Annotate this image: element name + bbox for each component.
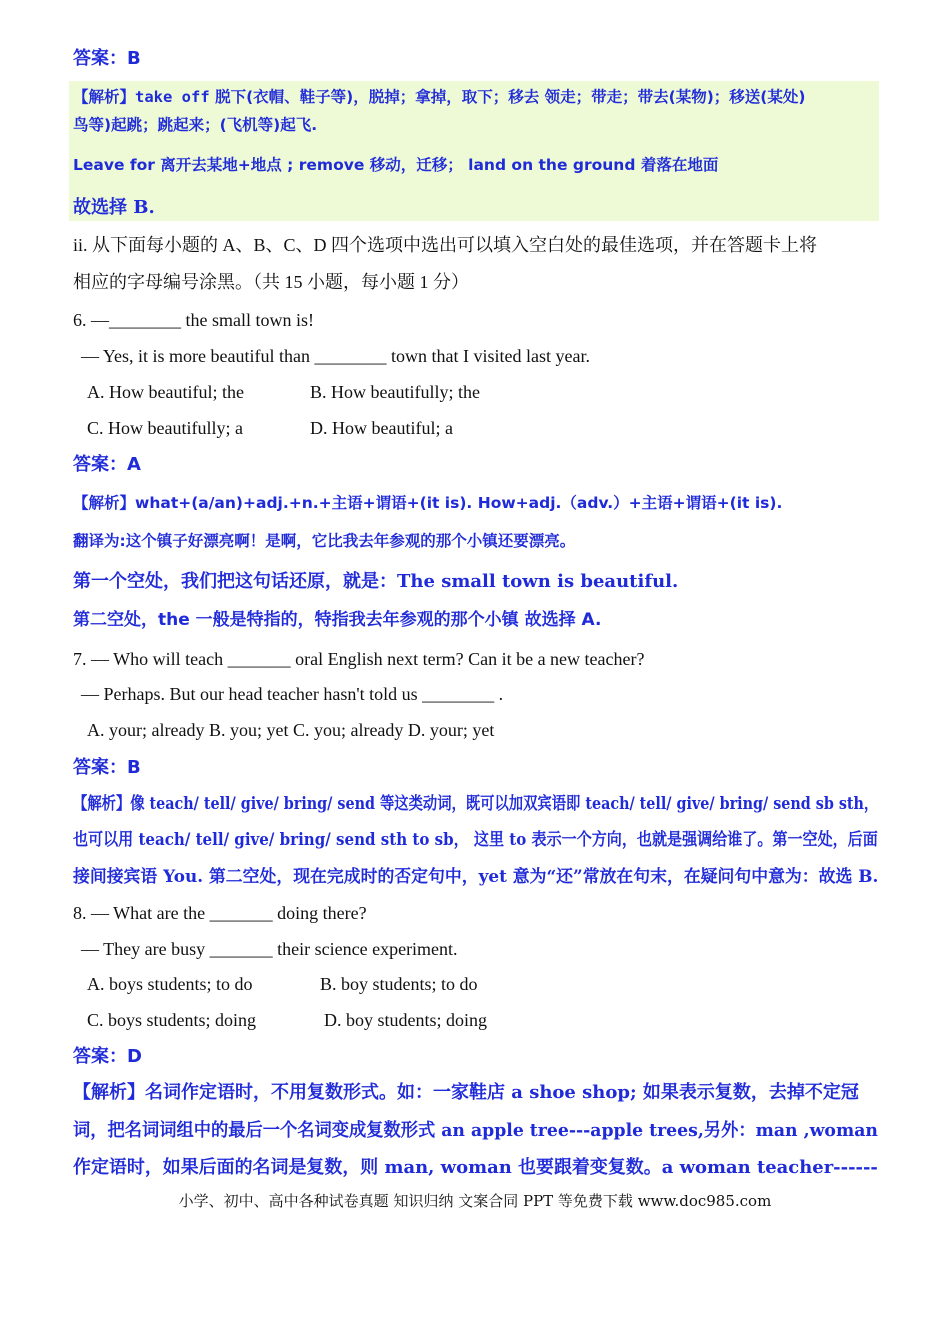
analysis-line-2: 鸟等)起跳；跳起来；(飞机等)起飞. xyxy=(73,116,318,134)
analysis-text: 脱下(衣帽、鞋子等)，脱掉；拿掉，取下；移去 领走；带走；带去(某物)；移送(某处) xyxy=(209,88,806,106)
q8-analysis-3: 作定语时，如果后面的名词是复数，则 man, woman 也要跟着变复数。a woman teacher------ xyxy=(73,1157,878,1178)
q7-analysis-1: 【解析】像 teach/ tell/ give/ bring/ send 等这类动词，既可以加双宾语即 teach/ tell/ give/ bring/ send sb sth， xyxy=(73,794,879,814)
q6-answer: 答案：A xyxy=(73,454,141,475)
q7-answer: 答案：B xyxy=(73,757,141,778)
q6-option-a: A. How beautiful; the xyxy=(87,382,244,402)
q8-reply: — They are busy _______ their science experiment. xyxy=(81,939,458,959)
analysis-line-3: Leave for 离开去某地+地点 ; remove 移动，迁移； land on the ground 着落在地面 xyxy=(73,156,719,174)
q6-option-b: B. How beautifully; the xyxy=(310,382,480,402)
q8-option-d: D. boy students; doing xyxy=(324,1010,488,1030)
q8-analysis-2: 词，把名词词组中的最后一个名词变成复数形式 an apple tree---apple trees,另外：man ,woman xyxy=(73,1120,878,1141)
q6-analysis-4: 第二空处，the 一般是特指的，特指我去年参观的那个小镇 故选择 A. xyxy=(73,610,602,630)
section-instruction-2: 相应的字母编号涂黑。（共 15 小题，每小题 1 分） xyxy=(73,272,469,292)
section-instruction-1: ii. 从下面每小题的 A、B、C、D 四个选项中选出可以填入空白处的最佳选项，并在答题卡上将 xyxy=(73,235,818,255)
analysis-code: take off xyxy=(135,88,210,106)
analysis-label: 【解析】 xyxy=(73,88,136,106)
q6-analysis-1: 【解析】what+(a/an)+adj.+n.+主语+谓语+(it is). How+adj.（adv.）+主语+谓语+(it is). xyxy=(73,494,783,512)
q6-analysis-2: 翻译为:这个镇子好漂亮啊！是啊，它比我去年参观的那个小镇还要漂亮。 xyxy=(73,532,576,550)
q7-options: A. your; already B. you; yet C. you; already D. your; yet xyxy=(87,720,495,740)
q6-option-d: D. How beautiful; a xyxy=(310,418,453,438)
q6-stem: 6. —________ the small town is! xyxy=(73,310,314,330)
answer-b-1: 答案：B xyxy=(73,48,141,69)
q7-analysis-2: 也可以用 teach/ tell/ give/ bring/ send sth to sb， 这里 to 表示一个方向，也就是强调给谁了。第一空处，后面 xyxy=(73,830,878,850)
q8-option-b: B. boy students; to do xyxy=(320,974,478,994)
conclusion-b: 故选择 B. xyxy=(73,197,155,218)
q7-reply: — Perhaps. But our head teacher hasn't told us ________ . xyxy=(81,684,504,704)
q7-analysis-3: 接间接宾语 You. 第二空处，现在完成时的否定句中，yet 意为“还”常放在句末，在疑问句中意为：故选 B. xyxy=(73,867,879,887)
q7-stem: 7. — Who will teach _______ oral English next term? Can it be a new teacher? xyxy=(73,649,645,669)
q6-analysis-3: 第一个空处，我们把这句话还原，就是：The small town is beautiful. xyxy=(73,571,679,592)
q8-option-c: C. boys students; doing xyxy=(87,1010,257,1030)
q8-stem: 8. — What are the _______ doing there? xyxy=(73,903,367,923)
analysis-takeoff xyxy=(73,88,878,107)
page-footer: 小学、初中、高中各种试卷真题 知识归纳 文案合同 PPT 等免费下载 www.doc985.com xyxy=(178,1192,772,1210)
q6-reply: — Yes, it is more beautiful than ________ town that I visited last year. xyxy=(81,346,590,366)
q8-option-a: A. boys students; to do xyxy=(87,974,253,994)
q8-answer: 答案：D xyxy=(73,1046,142,1067)
q8-analysis-1: 【解析】名词作定语时，不用复数形式。如：一家鞋店 a shoe shop; 如果表示复数，去掉不定冠 xyxy=(73,1082,859,1103)
q6-option-c: C. How beautifully; a xyxy=(87,418,243,438)
